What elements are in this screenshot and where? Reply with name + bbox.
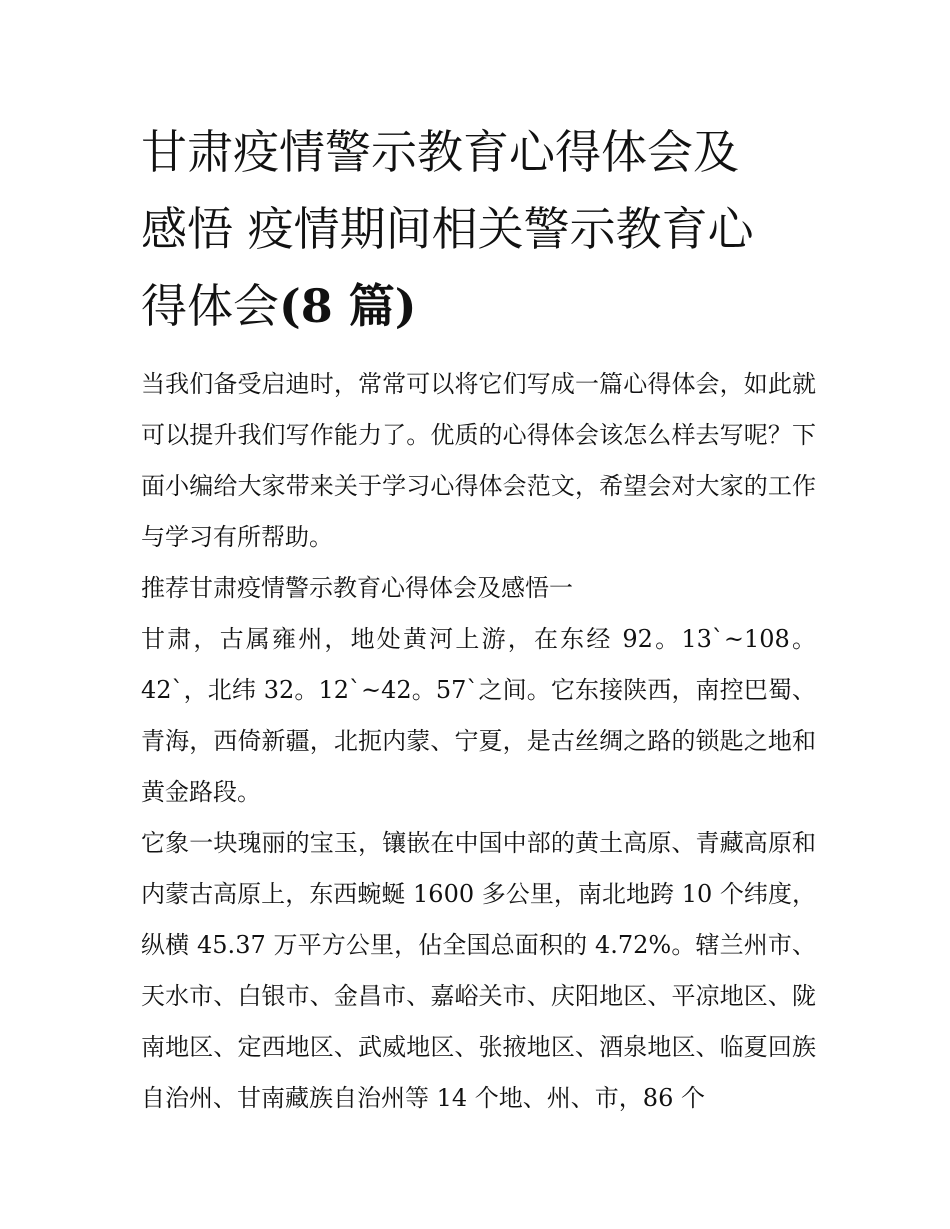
intro-paragraph: 当我们备受启迪时，常常可以将它们写成一篇心得体会，如此就可以提升我们写作能力了。优质的心得体会该怎么样去写呢？下面小编给大家带来关于学习心得体会范文，希望会对大家的工作与学习有所帮助。 <box>141 370 816 551</box>
title-line-3: 得体会(8 篇) <box>141 279 417 333</box>
document-page <box>141 114 816 1124</box>
document-title <box>141 114 816 345</box>
title-count: (8 篇) <box>279 279 417 333</box>
title-line-2: 感悟 疫情期间相关警示教育心 <box>141 202 754 256</box>
body-paragraph: 它象一块瑰丽的宝玉，镶嵌在中国中部的黄土高原、青藏高原和内蒙古高原上，东西蜿蜒 1600 多公里，南北地跨 10 个纬度，纵横 45.37 万平方公里，佔全国总面积的 4.72%。辖兰州市、天水市、白银市、金昌市、嘉峪关市、庆阳地区、平凉地区、陇南地区、定西地区、武威地区、张掖地区、酒泉地区、临夏回族自治州、甘南藏族自治州等 14 个地、州、市，86 个 <box>141 829 816 1112</box>
title-line-1: 甘肃疫情警示教育心得体会及 <box>141 125 739 179</box>
document-body <box>141 359 816 1124</box>
section-heading: 推荐甘肃疫情警示教育心得体会及感悟一 <box>141 574 573 602</box>
body-paragraph: 甘肃，古属雍州，地处黄河上游，在东经 92。13`~108。42`，北纬 32。12`~42。57`之间。它东接陕西，南控巴蜀、青海，西倚新疆，北扼内蒙、宁夏，是古丝绸之路的锁匙之地和黄金路段。 <box>141 625 816 806</box>
